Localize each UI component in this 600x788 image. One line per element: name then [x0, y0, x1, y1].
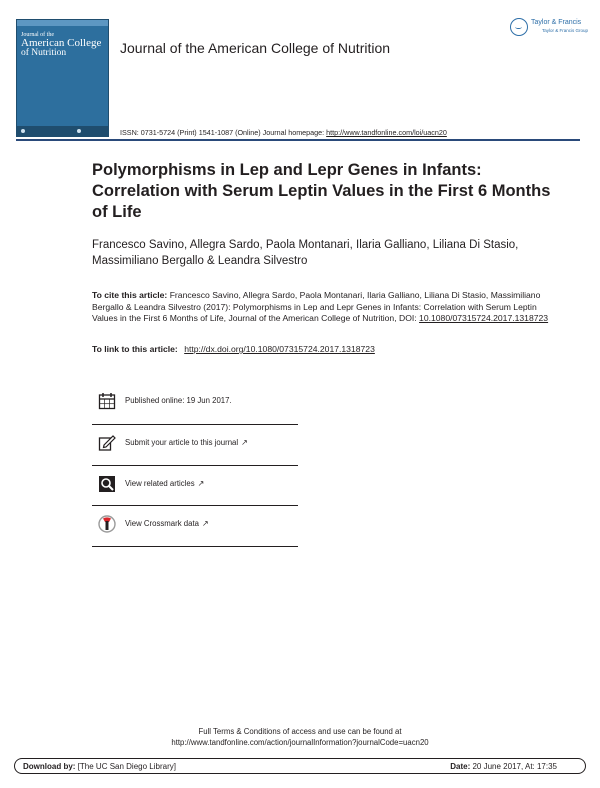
download-by	[23, 762, 176, 771]
item-divider	[92, 505, 298, 506]
cover-title-line2: American College	[21, 37, 102, 50]
article-authors: Francesco Savino, Allegra Sardo, Paola Montanari, Ilaria Galliano, Liliana Di Stasio, Massimiliano Bergallo & Leandra Silvestro	[92, 239, 519, 267]
article-link-label: To link to this article:	[92, 344, 178, 354]
download-date-value: 20 June 2017, At: 17:35	[472, 762, 557, 771]
cover-logo-dot	[21, 129, 25, 133]
item-divider	[92, 546, 298, 547]
cover-bottom-bar	[17, 126, 108, 136]
crossmark-label: View Crossmark data	[125, 519, 199, 528]
published-online-text: Published online: 19 Jun 2017.	[125, 396, 232, 405]
issn-text: ISSN: 0731-5724 (Print) 1541-1087 (Online) Journal homepage:	[120, 128, 325, 137]
submit-article-item[interactable]	[98, 434, 298, 458]
download-date-label: Date:	[450, 762, 471, 771]
external-link-icon: ↗︎	[197, 479, 205, 488]
cover-title-line1: Journal of the	[21, 32, 54, 38]
download-info-bar	[14, 758, 586, 774]
article-link-line	[92, 344, 375, 354]
submit-article-label: Submit your article to this journal	[125, 438, 239, 447]
download-by-value: [The UC San Diego Library]	[77, 762, 176, 771]
issn-line	[120, 128, 447, 137]
external-link-icon: ↗︎	[241, 438, 248, 447]
terms-url[interactable]: http://www.tandfonline.com/action/journalInformation?journalCode=uacn20	[171, 738, 429, 747]
publisher-tagline: Taylor & Francis Group	[542, 28, 589, 33]
related-articles-label: View related articles	[125, 479, 195, 488]
cover-logo-dot	[77, 129, 81, 133]
related-articles-link[interactable]	[125, 479, 204, 488]
citation	[92, 290, 562, 325]
terms-line1: Full Terms & Conditions of access and use can be found at	[198, 727, 402, 736]
journal-homepage-link[interactable]: http://www.tandfonline.com/loi/uacn20	[326, 128, 447, 137]
crossmark-item[interactable]	[98, 515, 298, 539]
cover-top-bar	[17, 20, 108, 26]
calendar-icon	[98, 392, 116, 410]
related-articles-item[interactable]	[98, 475, 298, 499]
external-link-icon: ↗︎	[201, 519, 209, 528]
edit-icon	[98, 434, 116, 452]
search-document-icon	[98, 475, 116, 493]
terms-footer	[0, 726, 600, 748]
taylor-francis-logo-icon	[510, 18, 528, 36]
journal-cover	[16, 19, 109, 137]
article-title: Polymorphisms in Lep and Lepr Genes in Infants: Correlation with Serum Leptin Values in the First 6 Months of Life	[92, 161, 551, 221]
published-online-item	[98, 392, 298, 416]
citation-doi-link[interactable]: 10.1080/07315724.2017.1318723	[419, 313, 549, 323]
cover-title	[21, 32, 107, 59]
item-divider	[92, 424, 298, 425]
crossmark-link[interactable]	[125, 519, 209, 528]
publisher-name: Taylor & Francis	[531, 19, 582, 26]
header-divider	[16, 139, 580, 141]
download-by-label: Download by:	[23, 762, 76, 771]
crossmark-icon	[98, 515, 116, 533]
citation-label: To cite this article:	[92, 290, 168, 300]
item-divider	[92, 465, 298, 466]
cover-title-line3: of Nutrition	[21, 48, 67, 59]
journal-name: Journal of the American College of Nutrition	[120, 40, 391, 56]
citation-text: Francesco Savino, Allegra Sardo, Paola Montanari, Ilaria Galliano, Liliana Di Stasio, Massimiliano Bergallo & Leandra Silvestro (2017): Polymorphisms in Lep and Lepr Genes in Infants: Correlation with Serum Leptin Values in the First 6 Months of Life, Journal of the American College of Nutrition, DOI:	[92, 290, 541, 323]
submit-article-link[interactable]	[125, 438, 248, 447]
taylor-francis-logo	[510, 18, 590, 40]
download-date	[450, 762, 557, 771]
article-doi-link[interactable]: http://dx.doi.org/10.1080/07315724.2017.1318723	[184, 344, 375, 354]
